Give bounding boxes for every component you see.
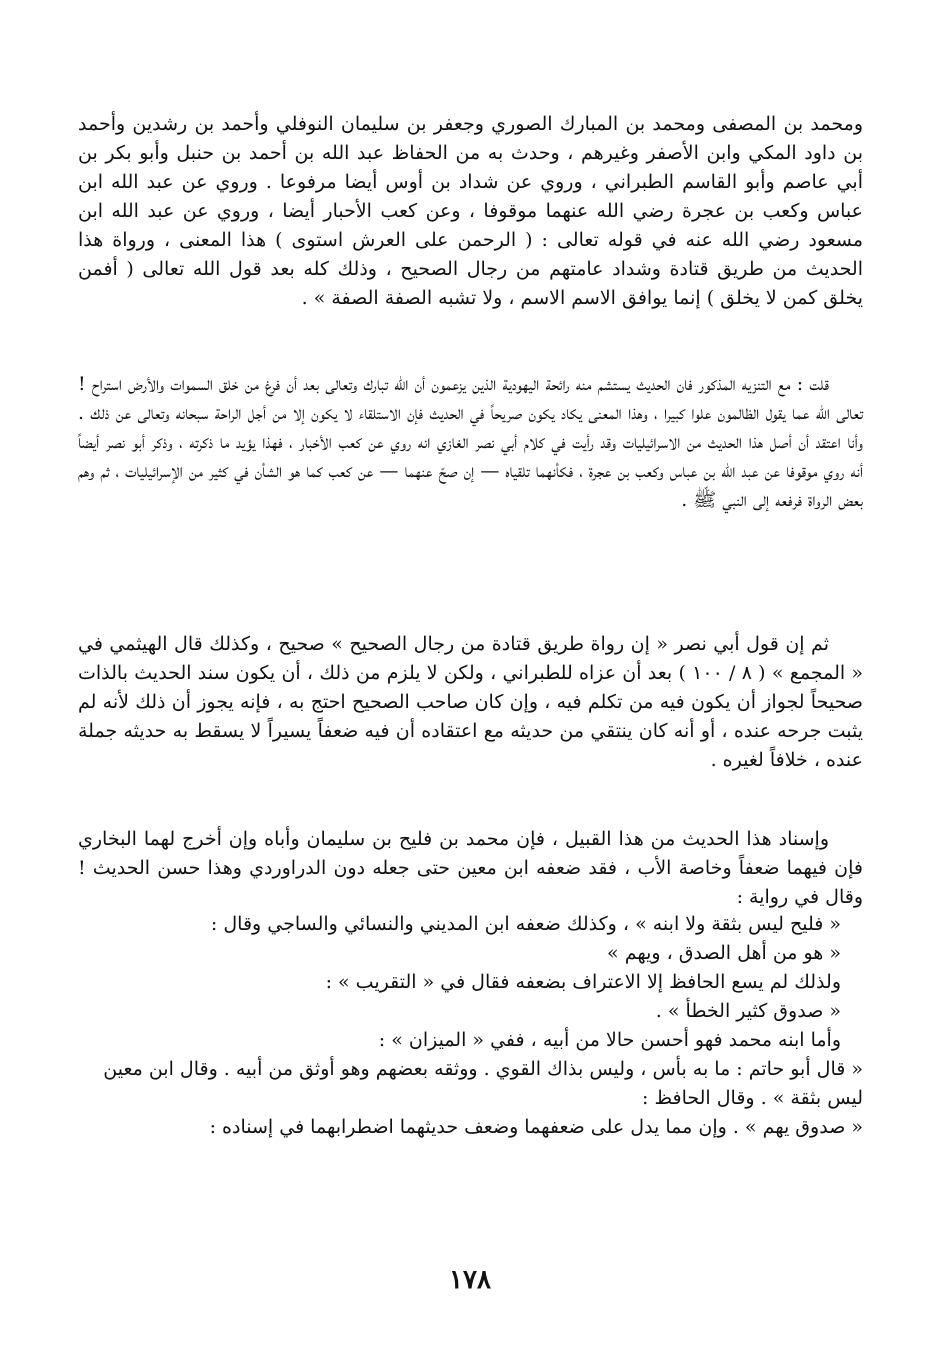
- paragraph-2-text: قلت : مع التنزيه المذكور فان الحديث يستشم منه رائحة اليهودية الذين يزعمون أن الله تبارك وتعالى بعد أن فرغ من خلق السموات والأرض استراح ! تعالى الله عما يقول الظالمون علوا كبيرا ، وهذا المعنى يكاد يكون صريحاً في الحديث فإن الاستلقاء لا يكون إلا من أجل الراحة سبحانه وتعالى عن ذلك . وأنا اعتقد أن أصل هذا الحديث من الاسرائيليات وقد رأيت في كلام أبي نصر الغازي انه روي عن كعب الأخبار ، فهذا يؤيد ما ذكرته ، وذكر أبو نصر أيضاً أنه روي موقوفا عن عبد الله بن عباس وكعب بن عجرة ، فكأنهما تلقياه — إن صحّ عنهما — عن كعب كما هو الشأن في كثير من الإسرائيليات ، ثم وهم بعض الرواة فرفعه إلى النبي ﷺ .: [78, 373, 863, 511]
- paragraph-4: [78, 825, 863, 912]
- paragraph-2: [78, 370, 863, 515]
- quote-line: ولذلك لم يسع الحافظ إلا الاعتراف بضعفه فقال في « التقريب » :: [325, 971, 841, 993]
- page-number: ١٧٨: [449, 1265, 491, 1295]
- quote-line: « صدوق كثير الخطأ » .: [655, 1000, 841, 1022]
- paragraph-4-text: وإسناد هذا الحديث من هذا القبيل ، فإن محمد بن فليح بن سليمان وأباه وإن أخرج لهما البخاري فإن فيهما ضعفاً وخاصة الأب ، فقد ضعفه ابن معين حتى جعله دون الدراوردي وهذا حسن الحديث ! وقال في رواية :: [78, 828, 863, 908]
- quote-line: « صدوق يهم » . وإن مما يدل على ضعفهما وضعف حديثهما اضطرابهما في إسناده :: [209, 1116, 863, 1138]
- quotations-block: [78, 910, 863, 1142]
- quote-line: وأما ابنه محمد فهو أحسن حالا من أبيه ، ففي « الميزان » :: [378, 1029, 841, 1051]
- paragraph-3: [78, 630, 863, 775]
- quote-line: « هو من أهل الصدق ، ويهم »: [607, 942, 841, 964]
- paragraph-1-text: ومحمد بن المصفى ومحمد بن المبارك الصوري وجعفر بن سليمان النوفلي وأحمد بن رشدين وأحمد بن داود المكي وابن الأصفر وغيرهم ، وحدث به من الحفاظ عبد الله بن أحمد بن حنبل وأبو بكر بن أبي عاصم وأبو القاسم الطبراني ، وروي عن شداد بن أوس أيضا مرفوعا . وروي عن عبد الله ابن عباس وكعب بن عجرة رضي الله عنهما موقوفا ، وعن كعب الأحبار أيضا ، وروي عن عبد الله ابن مسعود رضي الله عنه في قوله تعالى : ( الرحمن على العرش استوى ) هذا المعنى ، ورواة هذا الحديث من طريق قتادة وشداد عامتهم من رجال الصحيح ، وذلك كله بعد قول الله تعالى ( أفمن يخلق كمن لا يخلق ) إنما يوافق الاسم الاسم ، ولا تشبه الصفة الصفة » .: [78, 113, 863, 309]
- paragraph-1: [78, 110, 863, 313]
- paragraph-3-text: ثم إن قول أبي نصر « إن رواة طريق قتادة من رجال الصحيح » صحيح ، وكذلك قال الهيثمي في « المجمع » ( ٨ / ١٠٠ ) بعد أن عزاه للطبراني ، ولكن لا يلزم من ذلك ، أن يكون سند الحديث بالذات صحيحاً لجواز أن يكون فيه من تكلم فيه ، وإن كان صاحب الصحيح احتج به ، فإنه يجوز أن ذلك لأنه لم يثبت جرحه عنده ، أو أنه كان ينتقي من حديثه مع اعتقاده أن فيه ضعفاً يسيراً لا يسقط به حديثه جملة عنده ، خلافاً لغيره .: [78, 633, 864, 771]
- quote-line: « قال أبو حاتم : ما به بأس ، وليس بذاك القوي . ووثقه بعضهم وهو أوثق من أبيه . وقال ابن معين ليس بثقة » . وقال الحافظ :: [103, 1058, 863, 1109]
- quote-line: « فليح ليس بثقة ولا ابنه » ، وكذلك ضعفه ابن المديني والنسائي والساجي وقال :: [210, 913, 841, 935]
